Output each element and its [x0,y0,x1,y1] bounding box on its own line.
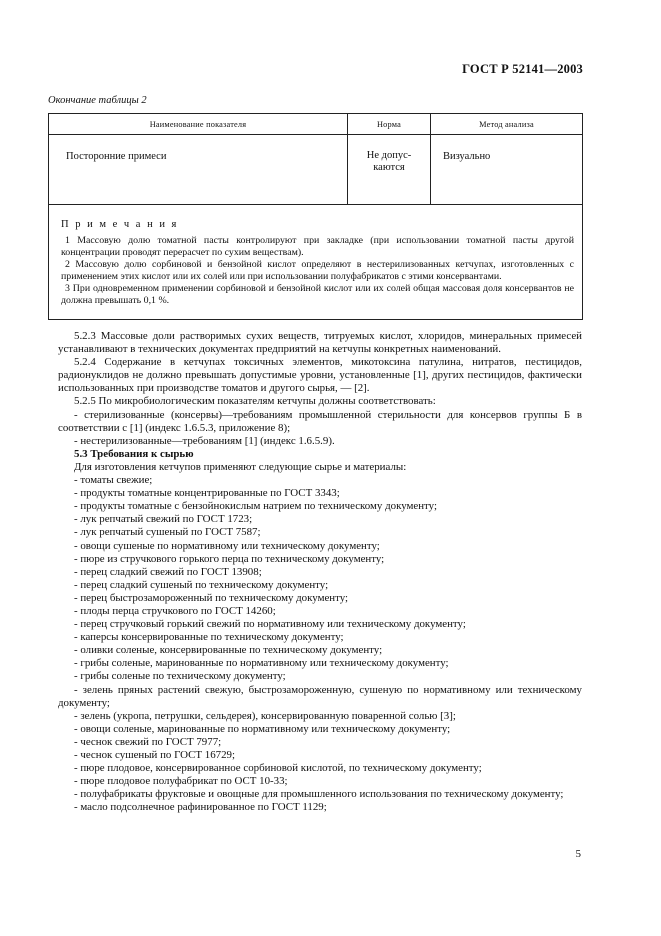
section-intro: Для изготовления кетчупов применяют следующие сырье и материалы: [74,460,407,473]
list-item: - чеснок сушеный по ГОСТ 16729; [74,749,236,761]
table-notes-row [49,205,583,320]
page-number: 5 [575,848,581,860]
list-item: - перец стручковый горький свежий по нормативному или техническому документу; [74,618,466,631]
list-item: - овощи сушеные по нормативному или техническому документу; [74,539,380,552]
list-item: - томаты свежие; [74,474,153,487]
list-item: - перец сладкий свежий по ГОСТ 13908; [74,565,262,578]
list-item: - перец быстрозамороженный по техническому документу; [74,591,349,604]
column-header-indicator: Наименование показателя [49,114,348,135]
document-body [58,330,582,814]
table-header-row [49,114,583,135]
note-item: 1 Массовую долю томатной пасты контролируют при закладке (при использовании томатной пасты другой концентрации проводят перерасчет по сухим веществам). [61,235,574,258]
list-item: - лук репчатый сушеный по ГОСТ 7587; [74,526,261,539]
table-notes [49,205,583,320]
note-item: 3 При одновременном применении сорбиновой и бензойной кислот или их солей общая массовая доля консервантов не должна превышать 0,1 %. [61,283,574,306]
table-row [49,135,583,205]
list-item: - стерилизованные (консервы)—требованиям промышленной стерильности для консервов группы Б в соответствии с [1] (индекс 1.6.5.3, приложение 8); [58,408,582,434]
list-item: - пюре из стручкового горького перца по техническому документу; [74,552,385,565]
column-header-norm: Норма [348,114,431,135]
list-item: - плоды перца стручкового по ГОСТ 14260; [74,604,276,617]
list-item: - пюре плодовое полуфабрикат по ОСТ 10-33; [74,775,288,788]
section-heading: 5.3 Требования к сырью [74,447,194,460]
column-header-method: Метод анализа [431,114,583,135]
list-item: - нестерилизованные—требованиям [1] (индекс 1.6.5.9). [74,434,335,447]
cell-indicator-name: Посторонние примеси [49,135,348,205]
list-item: - продукты томатные с бензойнокислым натрием по техническому документу; [74,500,438,513]
list-item: - пюре плодовое, консервированное сорбиновой кислотой, по техническому документу; [74,762,482,775]
list-item: - грибы соленые, маринованные по нормативному или техническому документу; [74,657,449,670]
list-item: - зелень пряных растений свежую, быстрозамороженную, сушеную по нормативному или техническому документу; [58,683,582,709]
indicators-table [48,113,583,320]
list-item: - масло подсолнечное рафинированное по ГОСТ 1129; [74,801,327,814]
list-item: - овощи соленые, маринованные по нормативному или техническому документу; [74,722,451,735]
document-code: ГОСТ Р 52141—2003 [462,62,583,76]
paragraph-5-2-4: 5.2.4 Содержание в кетчупах токсичных элементов, микотоксина патулина, нитратов, пестицидов, радионуклидов не должно превышать допустимые уровни, установленные [1], других пестицидов, фактически использованных при производстве томатов и другого сырья, — [2]. [58,356,582,395]
paragraph-5-2-3: 5.2.3 Массовые доли растворимых сухих веществ, титруемых кислот, хлоридов, минеральных примесей устанавливают в технических документах предприятий на кетчупы конкретных наименований. [58,330,582,356]
list-item: - перец сладкий сушеный по техническому документу; [74,578,329,591]
list-item: - продукты томатные концентрированные по ГОСТ 3343; [74,487,340,500]
table-caption: Окончание таблицы 2 [48,95,147,106]
list-item: - лук репчатый свежий по ГОСТ 1723; [74,513,253,526]
list-item: - оливки соленые, консервированные по техническому документу; [74,644,383,657]
list-item: - грибы соленые по техническому документу; [74,670,286,683]
list-item: - чеснок свежий по ГОСТ 7977; [74,735,222,748]
note-item: 2 Массовую долю сорбиновой и бензойной кислот определяют в нестерилизованных кетчупах, изготовленных с применением этих кислот или их солей или при использовании полуфабрикатов с этими консервантами. [61,259,574,282]
cell-norm: Не допус-каются [348,135,431,205]
cell-method: Визуально [431,135,583,205]
list-item: - каперсы консервированные по техническому документу; [74,631,344,644]
list-item: - зелень (укропа, петрушки, сельдерея), консервированную поваренной солью [3]; [74,709,456,722]
paragraph-5-2-5: 5.2.5 По микробиологическим показателям кетчупы должны соответствовать: [74,395,436,408]
list-item: - полуфабрикаты фруктовые и овощные для промышленного использования по техническому документу; [74,788,564,801]
notes-title: П р и м е ч а н и я [61,219,179,230]
